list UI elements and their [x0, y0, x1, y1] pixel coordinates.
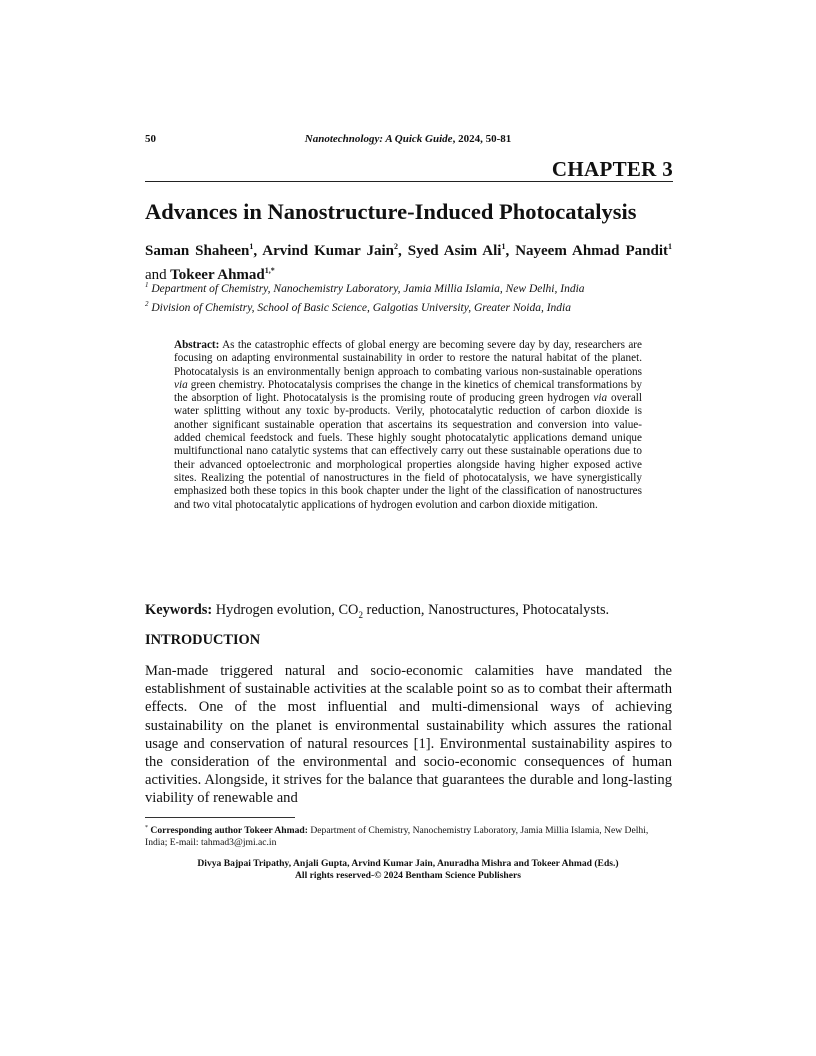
author-name: Syed Asim Ali: [407, 243, 502, 259]
affiliation-mark: 2: [145, 300, 149, 308]
introduction-paragraph: Man-made triggered natural and socio-economic calamities have mandated the establishment of sustainable activities at the scalable point so as to combat their aftermath effects. One of the most influential and multi-dimensional ways of achieving sustainability on the planet is environmental sustainability which assures the rational usage and conservation of natural resources [1]. Environmental sustainability aspires to the consideration of the environmental and socio-economic consequences of human activities. Alongside, it strives for the balance that guarantees the durable and long-lasting viability of renewable and: [145, 663, 672, 807]
author-name: Tokeer Ahmad: [170, 267, 265, 283]
footnote-divider: [145, 817, 295, 818]
author-name: Saman Shaheen: [145, 243, 250, 259]
footnote-text: Department of Chemistry, Nanochemistry Laboratory, Jamia Millia Islamia, New Delhi, India; E-mail: tahmad3@jmi.ac.in: [145, 825, 649, 849]
copyright-line: All rights reserved-© 2024 Bentham Science Publishers: [294, 870, 522, 881]
publisher-credits: [0, 858, 816, 882]
keywords: [145, 601, 672, 624]
author-affil-mark: 1: [501, 242, 506, 251]
author-affil-mark: 1: [249, 242, 254, 251]
footnote: [145, 822, 672, 849]
keywords-text: Hydrogen evolution, CO: [212, 602, 359, 618]
abstract-label: Abstract:: [174, 339, 220, 351]
footnote-label: Corresponding author Tokeer Ahmad:: [150, 825, 308, 837]
keywords-text: reduction, Nanostructures, Photocatalysts.: [362, 602, 610, 618]
chapter-label: CHAPTER 3: [551, 157, 673, 181]
chapter-divider: [145, 181, 673, 182]
keywords-label: Keywords:: [145, 602, 213, 618]
affiliation-text: Division of Chemistry, School of Basic Science, Galgotias University, Greater Noida, India: [151, 301, 571, 314]
abstract-italic: via: [174, 378, 188, 391]
page-number: 50: [145, 133, 156, 145]
author-name: Arvind Kumar Jain: [262, 243, 395, 259]
footnote-mark: *: [145, 825, 148, 831]
section-heading: INTRODUCTION: [145, 632, 261, 648]
book-title: Nanotechnology: A Quick Guide: [304, 133, 453, 145]
affiliation: [145, 297, 672, 315]
author-conjunction: and: [145, 267, 167, 283]
abstract-text: overall water splitting without any toxic by-products. Verily, photocatalytic reduction of carbon dioxide is another significant sustainable operation that ascertains its sequestration and conversion into value-added chemical feedstock and fuels. These highly sought photocatalytic applications demand unique multifunctional nano catalytic systems that can effectively carry out these sustainable operations due to their advanced optoelectronic and morphological properties alongside having higher exposed active sites. Realizing the potential of nanostructures in the field of photocatalysis, we have synergistically emphasized both these topics in this book chapter under the light of the classification of nanostructures and two vital photocatalytic applications of hydrogen evolution and carbon dioxide mitigation.: [174, 392, 642, 511]
editors-line: Divya Bajpai Tripathy, Anjali Gupta, Arvind Kumar Jain, Anuradha Mishra and Tokeer Ahmad (Eds.): [197, 858, 619, 869]
affiliation-text: Department of Chemistry, Nanochemistry Laboratory, Jamia Millia Islamia, New Delhi, India: [151, 282, 585, 295]
running-header: [0, 133, 816, 145]
article-title: Advances in Nanostructure-Induced Photocatalysis: [145, 199, 637, 224]
abstract-text: As the catastrophic effects of global energy are becoming severe day by day, researchers are focusing on adapting environmental sustainability in order to restore the natural habitat of the planet. Photocatalysis is an environmentally benign approach to combating various non-sustainable operations: [174, 339, 642, 378]
author-name: Nayeem Ahmad Pandit: [515, 243, 669, 259]
author-affil-mark: 2: [394, 242, 399, 251]
abstract: [174, 339, 642, 512]
keywords-subscript: 2: [358, 609, 363, 620]
author-list: Saman Shaheen$^1$, Arvind Kumar Jain$^2$, Syed Asim Ali$^1$, Nayeem Ahmad Pandit$^1$ and Tokeer Ahmad$^{1,*}$: [145, 242, 673, 283]
abstract-text: green chemistry. Photocatalysis comprises the change in the kinetics of chemical transformations by the absorption of light. Photocatalysis is the promising route of producing green hydrogen: [174, 378, 642, 405]
abstract-italic: via: [593, 392, 608, 405]
author-affil-mark: 1: [668, 242, 673, 251]
affiliation: [145, 278, 672, 296]
author-affil-mark: 1,*: [264, 266, 275, 275]
book-citation: , 2024, 50-81: [452, 133, 512, 145]
affiliation-mark: 1: [145, 281, 149, 289]
